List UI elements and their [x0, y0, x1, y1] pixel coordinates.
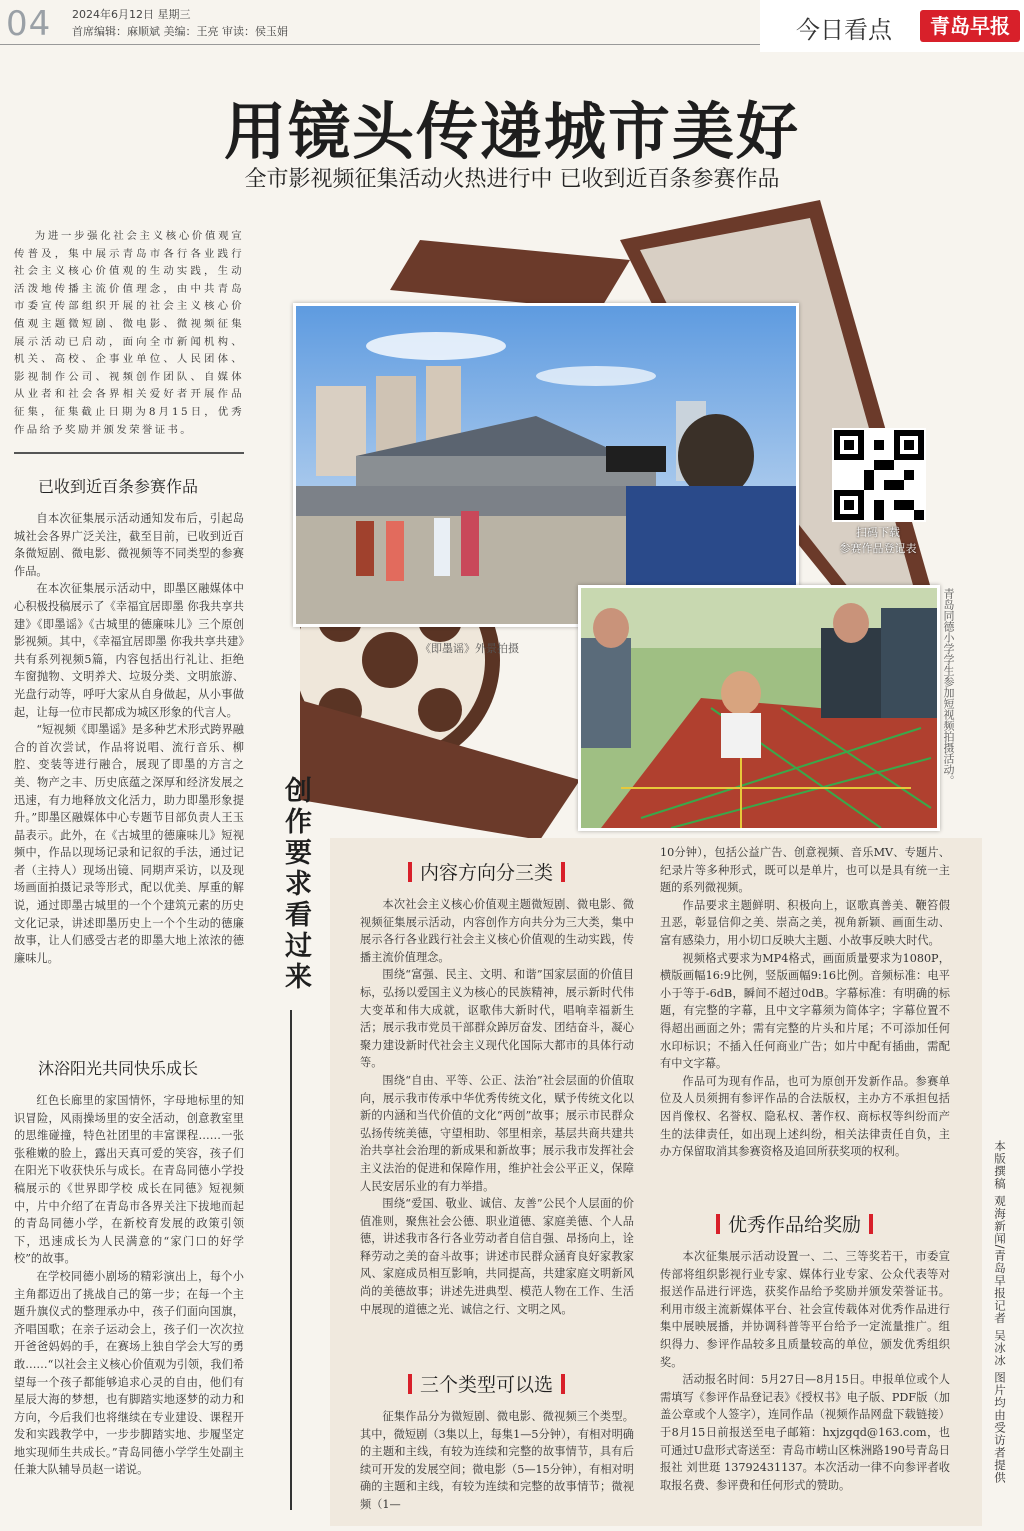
- photo2-caption: 青岛同德小学学生参加短视频拍摄活动。: [942, 588, 955, 786]
- editors-line: 首席编辑：麻顺斌 美编：王亮 审读：侯玉娟: [72, 25, 288, 38]
- intro-separator: [14, 452, 244, 454]
- box2-title: [400, 1370, 573, 1397]
- box1-title-bar-right: [561, 862, 565, 882]
- requirements-body: 10分钟），包括公益广告、创意视频、音乐MV、专题片、纪录片等多种形式，既可以是单片，也可以是具有统一主题的系列微视频。 作品要求主题鲜明、积极向上，讴歌真善美、鞭笞假丑恶，彰显信仰之美、崇高之美，视角新颖、画面生动、富有感染力，用小切口反映大主题、小故事反映大时代。 视频格式要求为MP4格式，画面质量要求为1080P，横版画幅16:9比例，竖版画幅9:16比例。音频标准：电平小于等于-6dB，瞬间不超过0dB。字幕标准：有明确的标题，有完整的字幕，且中文字幕须为简体字；字幕位置不得超出画面之外；需有完整的片头和片尾；不可添加任何水印标识；不插入任何商业广告；如片中配有插曲，需配有中文字幕。 作品可为现有作品，也可为原创开发新作品。参赛单位及人员须拥有参评作品的合法版权，主办方不承担包括因肖像权、名誉权、隐私权、著作权、商标权等纠纷而产生的法律责任，如出现上述纠纷，相关法律责任自负，主办方保留取消其参赛资格及追回所获奖项的权利。: [660, 846, 950, 1159]
- header-rule: [0, 44, 760, 45]
- header-info: [72, 6, 288, 40]
- photo-outdoor-shoot: [293, 303, 799, 627]
- photo-students-activity: [578, 585, 940, 831]
- box1-title-bar-left: [408, 862, 412, 882]
- section1-body: 自本次征集展示活动通知发布后，引起岛城社会各界广泛关注，截至目前，已收到近百条微短剧、微电影、微视频等不同类型的参赛作品。 在本次征集展示活动中，即墨区融媒体中心积极投稿展示了《幸福宜居即墨 你我共享共建》《即墨谣》《古城里的德廉味儿》三个原创影视频。其中，《幸福宜居即墨 你我共享共建》共有系列视频5篇，内容包括出行礼让、拒绝车窗抛物、文明养犬、垃圾分类、文明旅游、光盘行动等，呼吁大家从自身做起，从小事做起，让每一位市民都成为城区形象的代言人。 “短视频《即墨谣》是多种艺术形式跨界融合的首次尝试，作品将说唱、流行音乐、柳腔、变装等进行融合，展现了即墨的方言之美、物产之丰、历史底蕴之深厚和经济发展之迅速，有力地释放文化活力，助力即墨形象提升。”即墨区融媒体中心专题节目部负责人王玉晶表示。此外，在《古城里的德廉味儿》短视频中，作品以现场记录和记叙的手法，通过记者（主持人）现场出镜、同期声采访，以及现场画面拍摄记录等形式，配以优美、厚重的解说，通过即墨古城里的一个个建筑元素的历史文化记录，讲述即墨历史上一个个生动的德廉故事，让人们感受古老的即墨大地上浓浓的德廉味儿。: [14, 512, 244, 965]
- section2-body: 红色长廊里的家国情怀，字母地标里的知识冒险，风雨操场里的安全活动，创意教室里的思维碰撞，特色社团里的丰富课程……一张张稚嫩的脸上，露出天真可爱的笑容，孩子们在阳光下收获快乐与成长。在青岛同德小学投稿展示的《世界即学校 成长在同德》短视频中，片中介绍了在青岛市各界关注下拔地而起的青岛同德小学，在新校育发展的政策引领下，迅速成长为人民满意的“家门口的好学校”的故事。 在学校同德小剧场的精彩演出上，每个小主角都迈出了挑战自己的第一步；在每一个主题升旗仪式的整理承办中，孩子们面向国旗，齐唱国歌；在亲子运动会上，孩子们一次次拉开爸爸妈妈的手，在赛场上独自学会大写的勇敢……“以社会主义核心价值观为引领，我们希望每一个孩子都能够追求心灵的自由，他们有星辰大海的梦想，也有脚踏实地逐梦的动力和方向，今后我们也将继续在专业建设、课程开发和实践教学中，一步步脚踏实地、步履坚定地实现师生共成长。”青岛同德小学学生处副主任兼大队辅导员赵一诺说。: [14, 1094, 244, 1477]
- section1-title: 已收到近百条参赛作品: [38, 477, 199, 496]
- intro-text: 为进一步强化社会主义核心价值观宣传普及，集中展示青岛市各行各业践行社会主义核心价值观的生动实践，生动活泼地传播主流价值理念，由中共青岛市委宣传部组织开展的社会主义核心价值观主题微短剧、微电影、微视频征集展示活动已启动，面向全市新闻机构、机关、高校、企事业单位、人民团体、影视制作公司、视频创作团队、自媒体从业者和社会各界相关爱好者开展作品征集，征集截止日期为8月15日，优秀作品给予奖励并颁发荣誉证书。: [14, 230, 244, 436]
- box3-title-text: 优秀作品给奖励: [728, 1214, 862, 1236]
- qr-code-icon: [834, 430, 924, 520]
- headline: 用镜头传递城市美好: [223, 95, 800, 168]
- box3-title: [708, 1210, 881, 1237]
- newspaper-logo: 青岛早报: [920, 10, 1020, 42]
- box1-title-text: 内容方向分三类: [420, 862, 554, 884]
- section2-title: 沐浴阳光共同快乐成长: [38, 1059, 199, 1078]
- box2-title-bar-right: [561, 1374, 565, 1394]
- subheadline: 全市影视频征集活动火热进行中 已收到近百条参赛作品: [244, 167, 780, 192]
- students-activity-image: [581, 588, 937, 828]
- date-line: 2024年6月12日 星期三: [72, 8, 191, 21]
- box2-title-text: 三个类型可以选: [420, 1374, 554, 1396]
- photo1-caption: 《即墨谣》外景拍摄: [420, 642, 519, 655]
- outdoor-shoot-image: [296, 306, 796, 624]
- box2-body: 征集作品分为微短剧、微电影、微视频三个类型。其中，微短剧（3集以上，每集1—5分钟），有相对明确的主题和主线，有较为连续和完整的故事情节，具有后续可开发的发展空间；微电影（5—15分钟），有相对明确的主题和主线，有较为连续和完整的故事情节；微视频（1—: [360, 1410, 634, 1511]
- vertical-title: 创作要求看过来: [280, 776, 311, 993]
- credit-line: 本版撰稿 观海新闻/青岛早报记者 吴冰冰 图片均由受访者提供: [993, 1140, 1007, 1484]
- box2-title-bar-left: [408, 1374, 412, 1394]
- vertical-rule: [290, 1010, 292, 1510]
- box1-body: 本次社会主义核心价值观主题微短剧、微电影、微视频征集展示活动，内容创作方向共分为三大类，集中展示各行各业践行社会主义核心价值观的生动实践，传播主流价值理念。 围绕“富强、民主、文明、和谐”国家层面的价值目标，弘扬以爱国主义为核心的民族精神，展示新时代伟大变革和伟大成就，讴歌伟大新时代，唱响幸福新生活；展示我市党员干部群众踔厉奋发、团结奋斗，凝心聚力建设新时代社会主义现代化国际大都市的具体行动等。 围绕“自由、平等、公正、法治”社会层面的价值取向，展示我市传承中华优秀传统文化，赋予传统文化以新的内涵和当代价值的文化“两创”故事；展示市民群众弘扬传统美德，守望相助、邻里相亲，基层共商共建共治共享社会治理的新成果和新故事；展示我市发挥社会主义法治的促进和保障作用，维护社会公平正义，保障人民安居乐业的有力举措。 围绕“爱国、敬业、诚信、友善”公民个人层面的价值准则，聚焦社会公德、职业道德、家庭美德、个人品德，讲述我市各行各业劳动者自信自强、昂扬向上，诠释劳动之美的奋斗故事；讲述市民群众涵育良好家教家风、家庭成员相互影响，共同提高，共建家庭文明新风尚的美德故事；讲述先进典型、模范人物在工作、生活中展现的道德之光、诚信之行、文明之风。: [360, 898, 634, 1316]
- box1-title: [400, 858, 573, 885]
- qr-code[interactable]: [832, 428, 926, 522]
- film-strip-top: [390, 240, 630, 310]
- section-label: 今日看点: [796, 16, 892, 44]
- page-number: 04: [6, 4, 52, 44]
- child: [721, 671, 761, 758]
- box3-title-bar-right: [869, 1214, 873, 1234]
- box3-body: 本次征集展示活动设置一、二、三等奖若干，市委宣传部将组织影视行业专家、媒体行业专家、公众代表等对报送作品进行评选，获奖作品给予奖励并颁发荣誉证书。利用市级主流新媒体平台、社会宣传载体对优秀作品进行集中展映展播，并协调科普等平台给予一定流量推广。组织得力、参评作品较多且质量较高的单位，颁发优秀组织奖。 活动报名时间：5月27日—8月15日。申报单位或个人需填写《参评作品登记表》《授权书》电子版、PDF版（加盖公章或个人签字），连同作品（视频作品网盘下载链接）于8月15日前报送至电子邮箱：hxjzgqd@163.com，也可通过U盘形式寄送至：青岛市崂山区株洲路190号青岛日报社 刘世珽 13792431137。本次活动一律不向参评者收取报名费、参评费和任何形式的赞助。: [660, 1250, 950, 1492]
- qr-caption: 扫码下载 参赛作品登记表: [839, 526, 917, 555]
- box3-title-bar-left: [716, 1214, 720, 1234]
